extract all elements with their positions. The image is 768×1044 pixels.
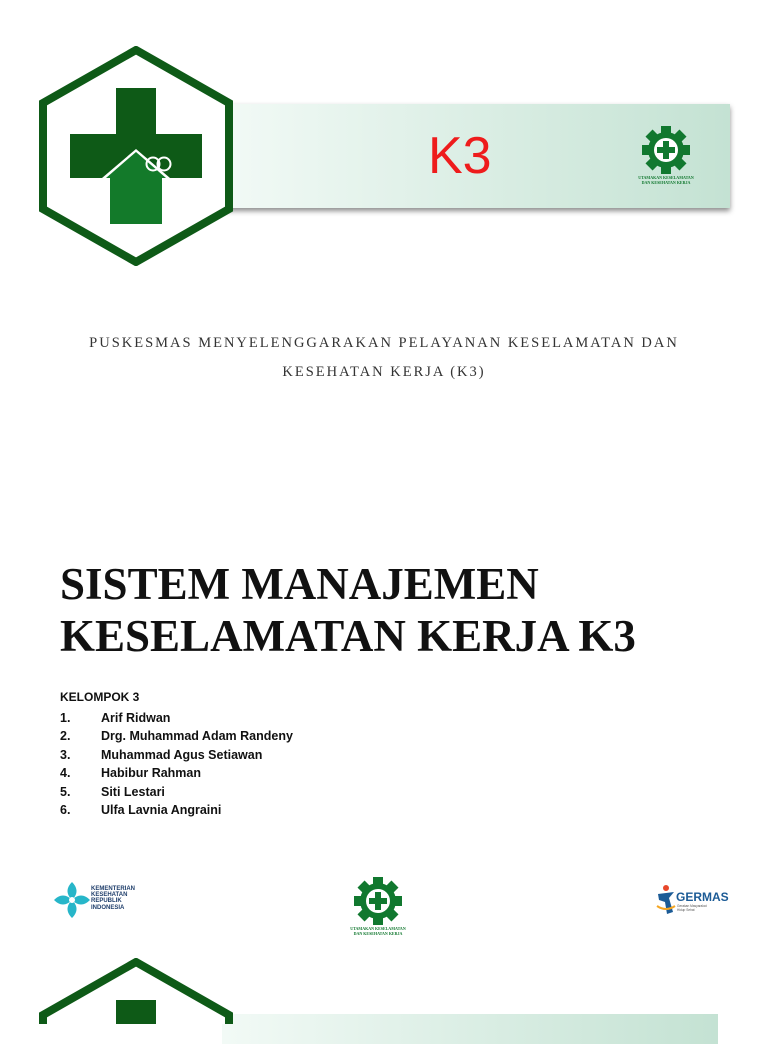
member-number: 2. <box>60 729 71 744</box>
subtitle-line-1: PUSKESMAS MENYELENGGARAKAN PELAYANAN KESELAMATAN DAN <box>89 335 679 351</box>
kemenkes-line-3: REPUBLIK <box>91 898 122 905</box>
member-name: Habibur Rahman <box>101 766 202 781</box>
member-number: 5. <box>60 784 71 799</box>
list-item <box>60 727 293 745</box>
puskesmas-logo-icon <box>38 46 234 266</box>
list-item <box>60 709 293 727</box>
kemenkes-line-4: INDONESIA <box>91 904 125 911</box>
main-title-line-2: KESELAMATAN KERJA K3 <box>60 611 636 661</box>
kemenkes-line-1: KEMENTERIAN <box>91 886 136 892</box>
header-title: K3 <box>428 127 492 185</box>
k3-gear-icon <box>353 876 403 926</box>
group-label: KELOMPOK 3 <box>60 690 140 704</box>
k3-emblem <box>634 125 698 185</box>
list-item <box>60 783 293 801</box>
k3-emblem-caption-1: UTAMAKAN KESELAMATAN <box>350 926 406 931</box>
member-name: Siti Lestari <box>101 784 165 799</box>
k3-emblem-caption-2: DAN KESEHATAN KERJA <box>641 180 691 185</box>
germas-tagline-2: Hidup Sehat <box>677 907 695 912</box>
k3-emblem-caption-2: DAN KESEHATAN KERJA <box>353 931 403 936</box>
member-number: 1. <box>60 711 71 725</box>
member-number: 6. <box>60 802 71 817</box>
list-item <box>60 746 293 764</box>
subtitle <box>40 329 728 387</box>
kemenkes-line-2: KESEHATAN <box>91 892 128 899</box>
germas-tagline-1: Gerakan Masyarakat <box>677 904 707 908</box>
k3-gear-icon <box>641 125 691 175</box>
main-title-line-1: SISTEM MANAJEMEN <box>60 559 539 609</box>
member-name: Arif Ridwan <box>101 711 171 725</box>
member-name: Muhammad Agus Setiawan <box>101 747 263 762</box>
puskesmas-logo-icon <box>38 958 234 1024</box>
member-name: Ulfa Lavnia Angraini <box>101 802 222 817</box>
k3-emblem-footer <box>341 876 415 936</box>
list-item <box>60 764 293 782</box>
germas-tagline <box>677 905 707 912</box>
k3-emblem-caption-1: UTAMAKAN KESELAMATAN <box>638 175 694 180</box>
member-list <box>60 709 293 819</box>
main-title <box>60 558 740 662</box>
germas-logo-icon <box>655 884 677 916</box>
kemenkes-text <box>91 886 135 911</box>
member-number: 3. <box>60 747 71 762</box>
member-name: Drg. Muhammad Adam Randeny <box>101 729 293 744</box>
subtitle-line-2: KESEHATAN KERJA (K3) <box>282 364 486 380</box>
list-item <box>60 801 293 819</box>
member-number: 4. <box>60 766 71 781</box>
germas-word: GERMAS <box>676 890 729 904</box>
next-slide-banner <box>222 1014 718 1044</box>
kemenkes-logo-icon <box>54 880 90 920</box>
